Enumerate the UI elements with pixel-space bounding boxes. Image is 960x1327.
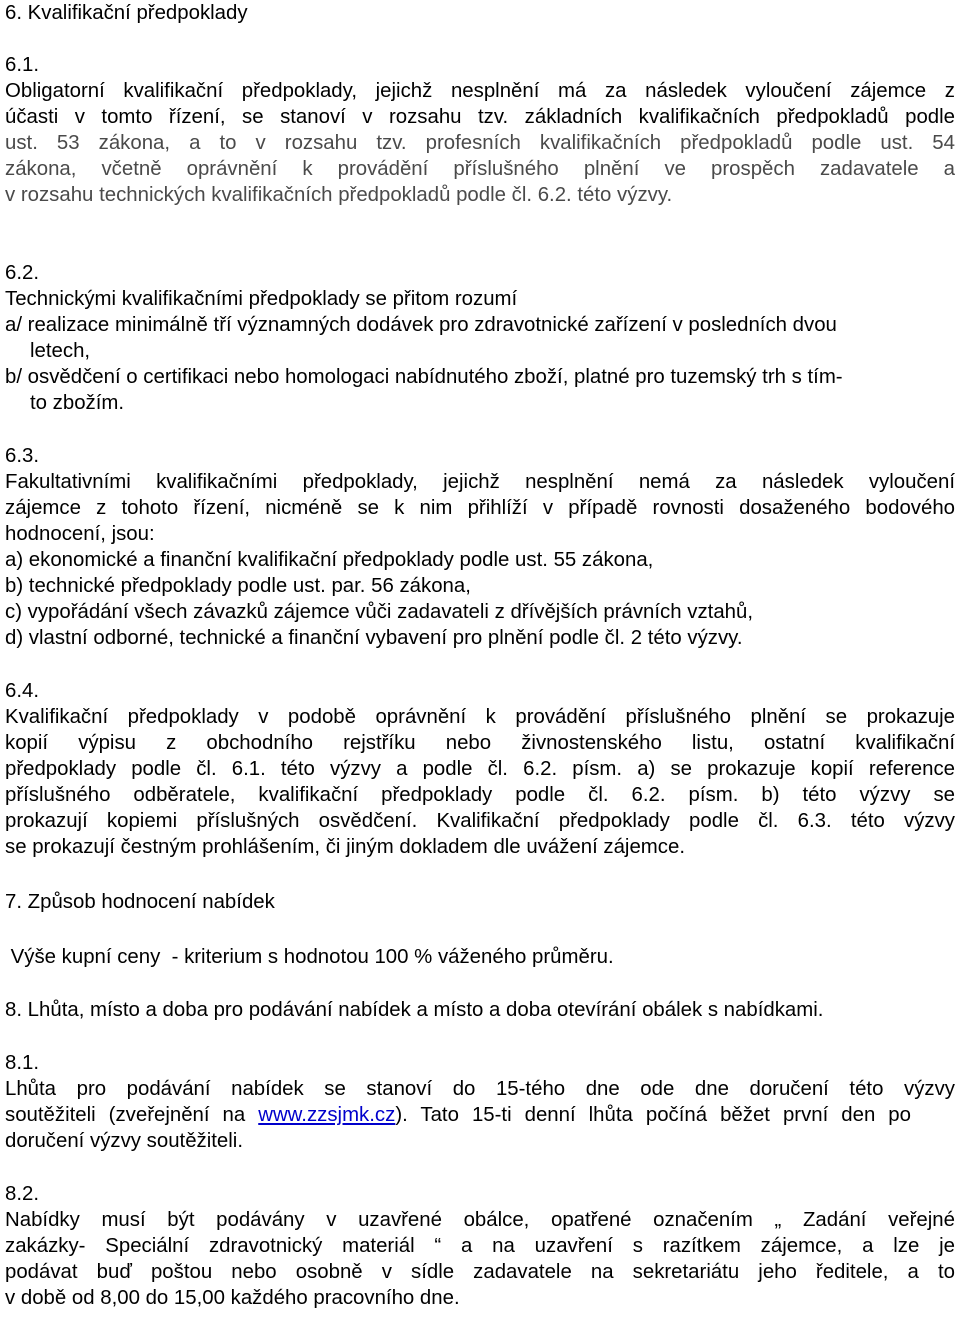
section-8-2-line: v době od 8,00 do 15,00 každého pracovního dne. xyxy=(5,1287,460,1309)
section-6-4-line: předpoklady podle čl. 6.1. této výzvy a podle čl. 6.2. písm. a) se prokazuje kopií reference xyxy=(5,758,955,780)
section-8-1-number: 8.1. xyxy=(5,1052,40,1074)
section-8-1-line-with-link xyxy=(5,1102,955,1128)
section-6-3-line: b) technické předpoklady podle ust. par. 56 zákona, xyxy=(5,575,471,597)
section-6-1-line: v rozsahu technických kvalifikačních předpokladů podle čl. 6.2. této výzvy. xyxy=(5,184,673,206)
zzsjmk-link[interactable]: www.zzsjmk.cz xyxy=(258,1104,396,1126)
section-8-2-line: podávat buď poštou nebo osobně v sídle zadavatele na sekretariátu jeho ředitele, a to xyxy=(5,1261,955,1283)
section-8-2-line: zakázky- Speciální zdravotnický materiál “ a na uzavření s razítkem zájemce, a lze je xyxy=(5,1235,955,1257)
section-6-4-line: kopií výpisu z obchodního rejstříku nebo živnostenského listu, ostatní kvalifikační xyxy=(5,732,955,754)
section-6-4-line: Kvalifikační předpoklady v podobě oprávnění k provádění příslušného plnění se prokazuje xyxy=(5,706,955,728)
section-6-2-number: 6.2. xyxy=(5,262,40,284)
section-6-2-line: a/ realizace minimálně tří významných dodávek pro zdravotnické zařízení v posledních dvou xyxy=(5,314,837,336)
section-6-2-line: to zbožím. xyxy=(30,392,125,414)
section-8-1-line: Lhůta pro podávání nabídek se stanoví do 15-tého dne ode dne doručení této výzvy xyxy=(5,1078,955,1100)
section-8-1-line: doručení výzvy soutěžiteli. xyxy=(5,1130,243,1152)
section-6-3-number: 6.3. xyxy=(5,445,40,467)
section-6-1-number: 6.1. xyxy=(5,54,40,76)
section-6-3-line: Fakultativními kvalifikačními předpoklady, jejichž nesplnění nemá za následek vyloučení xyxy=(5,471,955,493)
section-8-heading: 8. Lhůta, místo a doba pro podávání nabídek a místo a doba otevírání obálek s nabídkami. xyxy=(5,999,824,1021)
section-6-1-line: účasti v tomto řízení, se stanoví v rozsahu tzv. základních kvalifikačních předpokladů podle xyxy=(5,106,955,128)
section-6-3-line: c) vypořádání všech závazků zájemce vůči zadavateli z dřívějších právních vztahů, xyxy=(5,601,754,623)
section-6-4-line: prokazují kopiemi příslušných osvědčení. Kvalifikační předpoklady podle čl. 6.3. této výzvy xyxy=(5,810,955,832)
section-6-2-line: b/ osvědčení o certifikaci nebo homologaci nabídnutého zboží, platné pro tuzemský trh s tím- xyxy=(5,366,843,388)
section-6-4-line: příslušného odběratele, kvalifikační předpoklady podle čl. 6.2. písm. b) této výzvy se xyxy=(5,784,955,806)
section-6-3-line: hodnocení, jsou: xyxy=(5,523,155,545)
section-6-1-line: ust. 53 zákona, a to v rozsahu tzv. profesních kvalifikačních předpokladů podle ust. 54 xyxy=(5,132,955,154)
section-6-4-number: 6.4. xyxy=(5,680,40,702)
section-6-1-line: zákona, včetně oprávnění k provádění příslušného plnění ve prospěch zadavatele a xyxy=(5,158,955,180)
section-8-1-text-after-link: ). Tato 15-ti denní lhůta počíná běžet první den po xyxy=(395,1104,911,1126)
section-6-2-line: letech, xyxy=(30,340,91,362)
section-6-1-line: Obligatorní kvalifikační předpoklady, jejichž nesplnění má za následek vyloučení zájemce z xyxy=(5,80,955,102)
section-8-2-number: 8.2. xyxy=(5,1183,40,1205)
section-6-3-line: zájemce z tohoto řízení, nicméně se k nim přihlíží v případě rovnosti dosaženého bodového xyxy=(5,497,955,519)
section-7-heading: 7. Způsob hodnocení nabídek xyxy=(5,891,275,913)
section-6-heading: 6. Kvalifikační předpoklady xyxy=(5,2,248,24)
section-8-2-line: Nabídky musí být podávány v uzavřené obálce, opatřené označením „ Zadání veřejné xyxy=(5,1209,955,1231)
section-6-2-line: Technickými kvalifikačními předpoklady se přitom rozumí xyxy=(5,288,518,310)
section-6-3-line: d) vlastní odborné, technické a finanční vybavení pro plnění podle čl. 2 této výzvy. xyxy=(5,627,743,649)
section-7-text: Výše kupní ceny - kriterium s hodnotou 100 % váženého průměru. xyxy=(5,946,614,968)
section-6-4-line: se prokazují čestným prohlášením, či jiným dokladem dle uvážení zájemce. xyxy=(5,836,685,858)
section-8-1-text-before-link: soutěžiteli (zveřejnění na xyxy=(5,1104,259,1126)
section-6-3-line: a) ekonomické a finanční kvalifikační předpoklady podle ust. 55 zákona, xyxy=(5,549,654,571)
